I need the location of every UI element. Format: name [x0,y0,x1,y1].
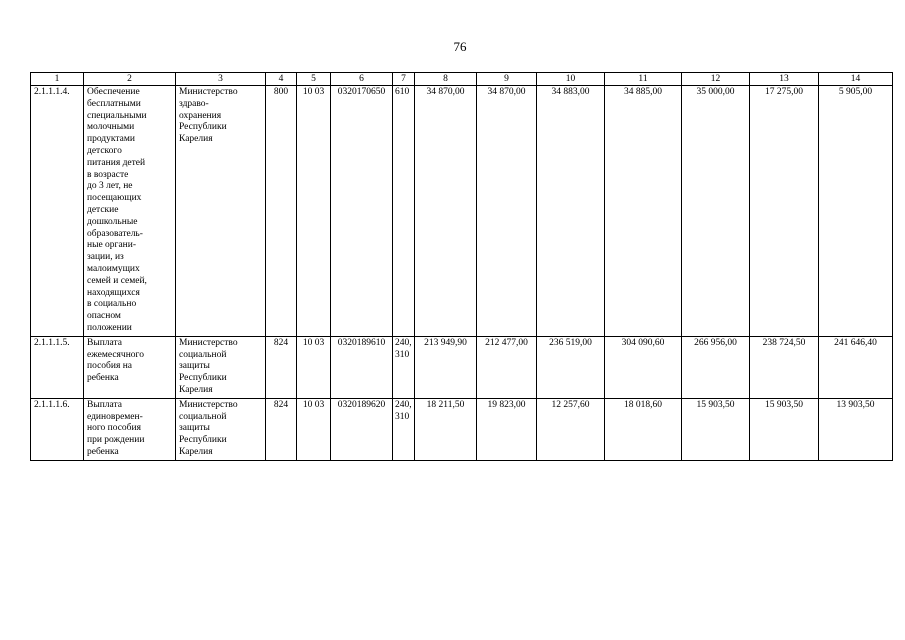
row-index: 2.1.1.1.5. [34,337,70,348]
cell-col11: 304 090,60 [605,336,682,398]
cell-text-line: Карелия [179,446,213,457]
column-header: 3 [176,73,266,86]
cell-text-line: охранения [179,110,222,121]
cell-text-line: Карелия [179,134,213,145]
cell-col5: 10 03 [297,398,331,460]
column-header: 13 [750,73,819,86]
cell-text-line: Выплата [87,399,122,410]
cell-text-line: Обеспечение [87,87,140,97]
cell-text-line: Выплата [87,337,122,348]
cell-col7 [393,398,415,460]
cell-text-line: Республики [179,435,227,446]
cell-col5: 10 03 [297,336,331,398]
measure-name-cell [84,86,176,337]
cell-text-line: 240, [395,337,412,348]
table-row [31,86,893,337]
executor-cell [176,336,266,398]
cell-text-line: образователь- [87,228,143,239]
cell-text-line: 310 [395,349,410,360]
cell-col10: 236 519,00 [537,336,605,398]
cell-col12: 35 000,00 [682,86,750,337]
cell-text-line: до 3 лет, не [87,181,133,192]
cell-text-line: дошкольные [87,216,138,227]
column-header: 8 [415,73,477,86]
cell-text-line: опасном [87,311,121,322]
row-index: 2.1.1.1.6. [34,399,70,410]
cell-text-line: семей и семей, [87,275,147,286]
table-body [31,86,893,461]
cell-text-line: в социально [87,299,137,310]
cell-text-line: социальной [179,349,227,360]
cell-text-line: единовремен- [87,411,143,422]
cell-col6: 0320189610 [331,336,393,398]
column-header: 7 [393,73,415,86]
cell-text-line: Министерство [179,337,238,348]
column-header: 12 [682,73,750,86]
cell-text-line: питания детей [87,157,146,168]
cell-col5: 10 03 [297,86,331,337]
executor-cell [176,398,266,460]
cell-text-line: Республики [179,373,227,384]
cell-col9: 34 870,00 [477,86,537,337]
cell-text-line: социальной [179,411,227,422]
column-header: 9 [477,73,537,86]
column-header: 1 [31,73,84,86]
column-header: 2 [84,73,176,86]
cell-text-line: Карелия [179,384,213,395]
measure-name-cell [84,336,176,398]
column-number-row [31,73,893,86]
cell-text-line: Республики [179,122,227,133]
cell-col9: 19 823,00 [477,398,537,460]
cell-text-line: положении [87,322,132,333]
column-header: 6 [331,73,393,86]
cell-col11: 18 018,60 [605,398,682,460]
cell-col13: 17 275,00 [750,86,819,337]
column-header: 10 [537,73,605,86]
cell-text-line: ребенка [87,446,119,457]
cell-col12: 15 903,50 [682,398,750,460]
table-row [31,398,893,460]
cell-text-line: пособия на [87,361,132,372]
budget-table [30,72,893,461]
row-index-cell [31,336,84,398]
cell-col13: 15 903,50 [750,398,819,460]
row-index-cell [31,398,84,460]
cell-text-line: ежемесячного [87,349,144,360]
cell-col4: 824 [266,336,297,398]
cell-col4: 800 [266,86,297,337]
page-number: 76 [453,39,467,54]
cell-text-line: при рождении [87,435,145,446]
cell-text-line: ные органи- [87,240,137,251]
cell-col8: 18 211,50 [415,398,477,460]
cell-text-line: 310 [395,411,410,422]
cell-col6: 0320189620 [331,398,393,460]
column-header: 11 [605,73,682,86]
cell-col12: 266 956,00 [682,336,750,398]
cell-text-line: молочными [87,122,135,133]
cell-text-line: в возрасте [87,169,129,180]
cell-col11: 34 885,00 [605,86,682,337]
cell-text-line: малоимущих [87,263,140,274]
cell-text-line: Министерство [179,399,238,410]
cell-col7 [393,86,415,337]
row-index-cell [31,86,84,337]
cell-text-line: продуктами [87,134,135,145]
cell-text-line: здраво- [179,98,209,109]
cell-col13: 238 724,50 [750,336,819,398]
cell-text-line: ребенка [87,373,119,384]
cell-col9: 212 477,00 [477,336,537,398]
cell-text-line: защиты [179,423,210,434]
cell-text-line: находящихся [87,287,140,298]
cell-col14: 13 903,50 [819,398,893,460]
cell-text-line: детские [87,204,119,215]
cell-col10: 12 257,60 [537,398,605,460]
cell-col8: 213 949,90 [415,336,477,398]
measure-name-cell [84,398,176,460]
cell-col8: 34 870,00 [415,86,477,337]
cell-text-line: детского [87,145,122,156]
executor-cell [176,86,266,337]
column-header: 14 [819,73,893,86]
cell-text-line: посещающих [87,193,142,204]
cell-text-line: 240, [395,399,412,410]
cell-col6: 0320170650 [331,86,393,337]
cell-col10: 34 883,00 [537,86,605,337]
cell-text-line: защиты [179,361,210,372]
cell-col7 [393,336,415,398]
column-header: 4 [266,73,297,86]
cell-text-line: бесплатными [87,98,141,109]
cell-text-line: специальными [87,110,147,121]
row-index: 2.1.1.1.4. [34,87,70,97]
cell-text-line: ного пособия [87,423,141,434]
cell-text-line: Министерство [179,87,238,97]
cell-col4: 824 [266,398,297,460]
cell-text-line: 610 [395,87,410,97]
cell-col14: 241 646,40 [819,336,893,398]
cell-text-line: зации, из [87,252,124,263]
column-header: 5 [297,73,331,86]
table-row [31,336,893,398]
cell-col14: 5 905,00 [819,86,893,337]
